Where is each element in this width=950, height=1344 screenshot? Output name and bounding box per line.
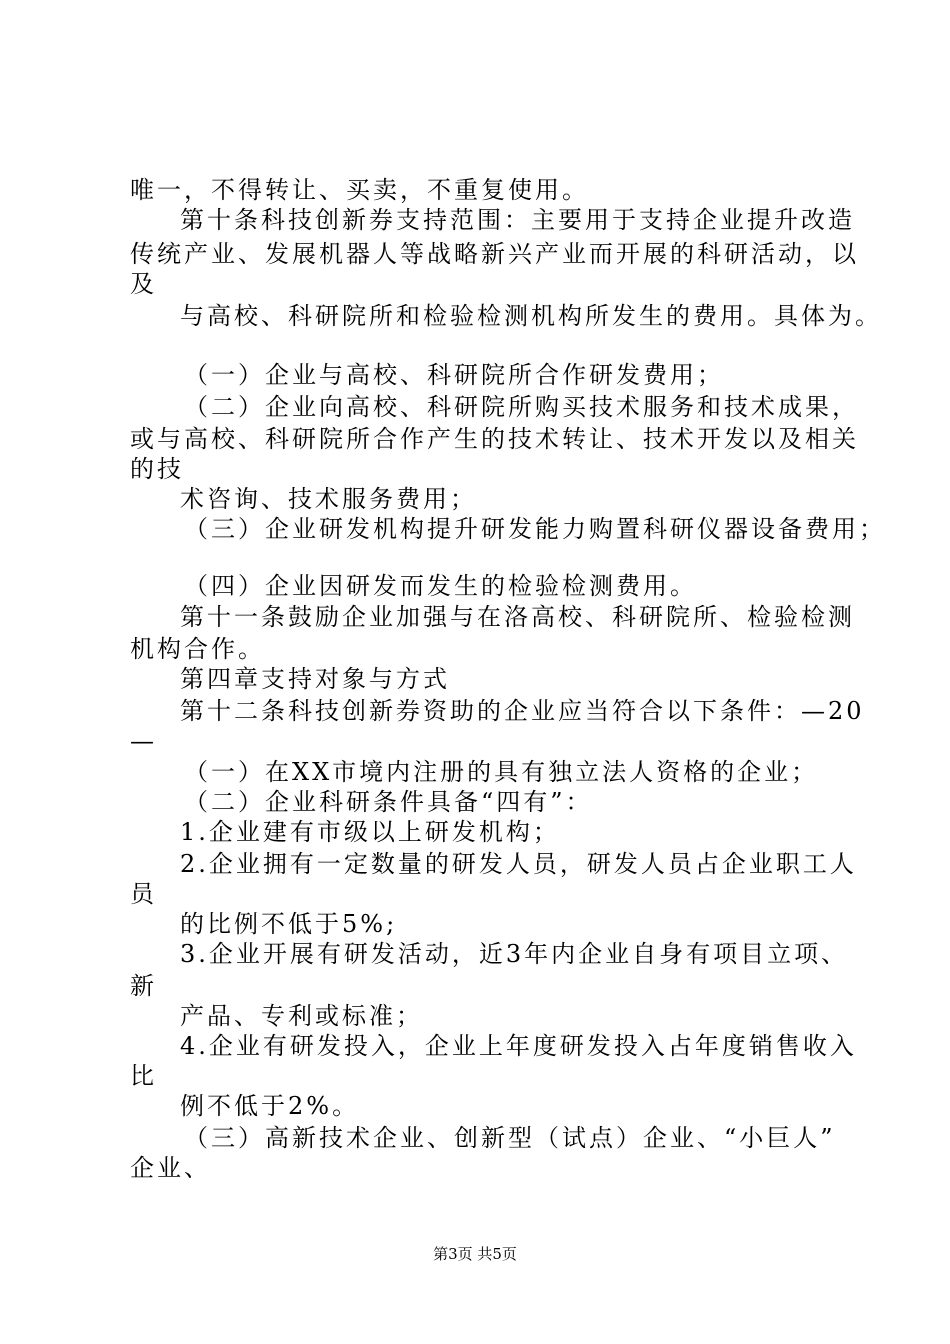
text-line: 2.企业拥有一定数量的研发人员，研发人员占企业职工人 xyxy=(180,850,857,878)
text-line: 第十条科技创新券支持范围：主要用于支持企业提升改造 xyxy=(180,206,855,234)
text-line: 1.企业建有市级以上研发机构； xyxy=(180,818,560,846)
text-line: 与高校、科研院所和检验检测机构所发生的费用。具体为。 xyxy=(180,302,882,330)
text-line: 传统产业、发展机器人等战略新兴产业而开展的科研活动，以 xyxy=(130,240,859,268)
text-line: 企业、 xyxy=(130,1154,211,1182)
text-line: （三）企业研发机构提升研发能力购置科研仪器设备费用； xyxy=(184,515,886,543)
text-line: 或与高校、科研院所合作产生的技术转让、技术开发以及相关 xyxy=(130,425,859,453)
text-line: 的比例不低于5%; xyxy=(180,910,398,938)
text-line: 产品、专利或标准； xyxy=(180,1002,423,1030)
text-line: （三）高新技术企业、创新型（试点）企业、“小巨人” xyxy=(184,1124,836,1152)
text-line: 的技 xyxy=(130,455,184,483)
page-number: 第3页 共5页 xyxy=(433,1245,517,1263)
text-line: 唯一，不得转让、买卖，不重复使用。 xyxy=(130,176,589,204)
text-line: （四）企业因研发而发生的检验检测费用。 xyxy=(184,572,697,600)
text-line: 新 xyxy=(130,972,157,1000)
text-line: 机构合作。 xyxy=(130,635,265,663)
section-heading: 第四章支持对象与方式 xyxy=(180,665,450,693)
text-line: 及 xyxy=(130,270,157,298)
text-line: 术咨询、技术服务费用； xyxy=(180,485,477,513)
text-line: 例不低于2%。 xyxy=(180,1092,360,1120)
text-line: — xyxy=(130,727,157,755)
text-line: （二）企业向高校、科研院所购买技术服务和技术成果， xyxy=(184,393,859,421)
text-line: 第十一条鼓励企业加强与在洛高校、科研院所、检验检测 xyxy=(180,603,855,631)
text-line: （一）在XX市境内注册的具有独立法人资格的企业； xyxy=(184,758,819,786)
text-line: 员 xyxy=(130,880,157,908)
text-line: （一）企业与高校、科研院所合作研发费用； xyxy=(184,361,724,389)
text-line: 4.企业有研发投入，企业上年度研发投入占年度销售收入 xyxy=(180,1032,857,1060)
text-line: （二）企业科研条件具备“四有”： xyxy=(184,788,593,816)
text-line: 3.企业开展有研发活动，近3年内企业自身有项目立项、 xyxy=(180,940,849,968)
text-line: 比 xyxy=(130,1062,157,1090)
text-line: 第十二条科技创新券资助的企业应当符合以下条件：—20 xyxy=(180,697,865,725)
